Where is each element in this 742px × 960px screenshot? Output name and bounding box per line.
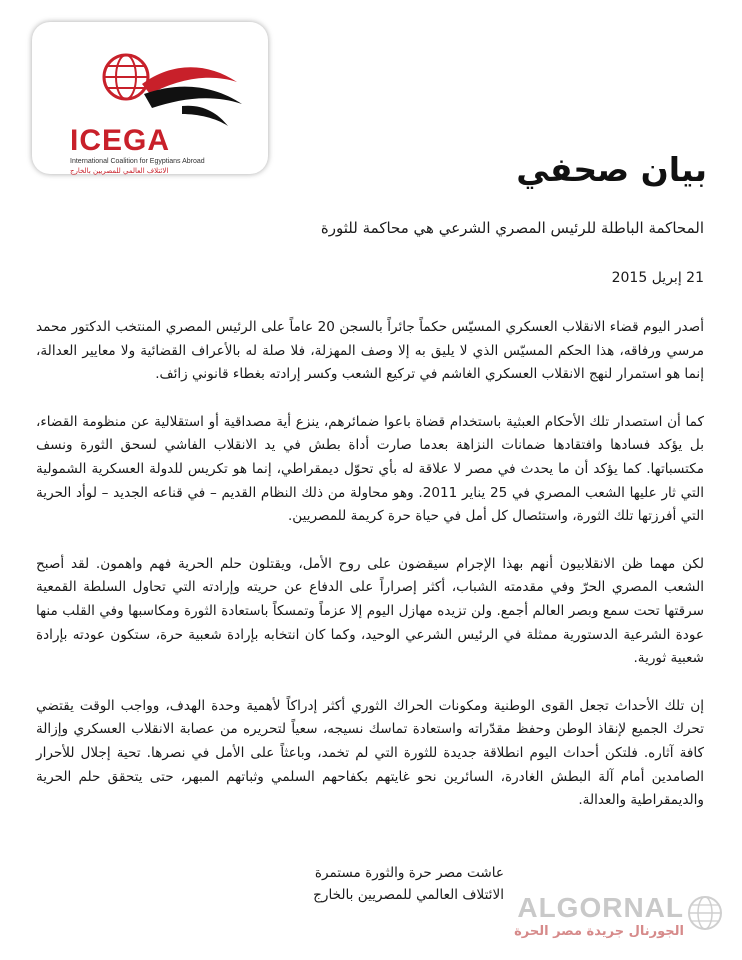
logo-subtitle-en: International Coalition for Egyptians Abroad	[70, 158, 205, 165]
paragraph: أصدر اليوم قضاء الانقلاب العسكري المسيّس حكماً جائراً بالسجن 20 عاماً على الرئيس المصري المنتخب الدكتور محمد مرسي ورفاقه، هذا الحكم المسيّس الذي لا يليق به إلا وصف المهزلة، فلا صلة له بالأعراف القضائية ولا معايير العدالة، إنما هو استمرار لنهج الانقلاب العسكري الغاشم في تركيع الشعب وكسر إرادته بغطاء قانوني زائف.	[36, 319, 704, 383]
closing-block	[313, 862, 504, 906]
paragraph: كما أن استصدار تلك الأحكام العبثية باستخدام قضاة باعوا ضمائرهم، ينزع أية مصداقية أو استقلالية عن منظومة القضاء، بل يؤكد فسادها وافتقادها ضمانات النزاهة بعدما صارت أداة بطش في يد الانقلاب الفاشي لسحق الثورة ونسف مكتسباتها. كما يؤكد أن ما يحدث في مصر لا علاقة له بأي تحوّل ديمقراطي، إنما هو تكريس للدولة العسكرية الشمولية التي ثار عليها الشعب المصري في 25 يناير 2011. وهو محاولة من ذلك النظام القديم – في قناعه الجديد – لوأد الحرية التي أفرزتها تلك الثورة، واستئصال كل أمل في حياة حرة كريمة للمصريين.	[36, 413, 704, 525]
document-subtitle: المحاكمة الباطلة للرئيس المصري الشرعي هي محاكمة للثورة	[320, 219, 704, 237]
watermark-arabic: الجورنال جريدة مصر الحرة	[514, 924, 684, 939]
page-title: بيان صحفي	[516, 150, 707, 189]
logo-wordmark: ICEGA	[70, 124, 171, 157]
signature: الائتلاف العالمي للمصريين بالخارج	[313, 887, 504, 903]
algornal-watermark	[504, 892, 724, 954]
closing-line: عاشت مصر حرة والثورة مستمرة	[314, 865, 504, 881]
paragraph: لكن مهما ظن الانقلابيون أنهم بهذا الإجرام سيقضون على روح الأمل، ويقتلون حلم الحرية فهم واهمون. لقد أصبح الشعب المصري الحرّ وفي مقدمته الشباب، أكثر إصراراً على الدفاع عن حريته وإرادته التي تحاول السلطة القمعية سرقتها تحت سمع وبصر العالم أجمع. ولن تزيده مهازل اليوم إلا عزماً وتمسكاً باستعادة الثورة ومكاسبها وفي القلب منها عودة الشرعية الدستورية ممثلة في الرئيس الشرعي الوحيد، وكما كان انتخابه بإرادة شعبية حرة، ستكون عودته بإرادة شعبية ثورية.	[36, 555, 704, 667]
logo-subtitle-ar: الائتلاف العالمي للمصريين بالخارج	[70, 167, 169, 175]
statement-body	[36, 316, 704, 837]
paragraph: إن تلك الأحداث تجعل القوى الوطنية ومكونات الحراك الثوري أكثر إدراكاً لأهمية وحدة الهدف، وواجب الوقت يقتضي تحرك الجميع لإنقاذ الوطن وحفظ مقدّراته واستعادة تماسك نسيجه، سعياً لتحريره من عصابة الانقلاب العسكري وإزالة كافة آثاره. فلتكن أحداث اليوم انطلاقة جديدة للثورة التي لم تخمد، وباعثاً على الأمل في نصرها. تحية إجلال للأحرار الصامدين أمام آلة البطش الغادرة، السائرين نحو غايتهم بكفاحهم السلمي وثباتهم المبهر، حتى يتحقق حلم الحرية والديمقراطية والعدالة.	[36, 697, 704, 809]
icega-logo	[32, 22, 268, 174]
globe-icon	[686, 894, 724, 932]
document-date: 21 إبريل 2015	[611, 270, 704, 286]
watermark-latin: ALGORNAL	[517, 892, 684, 923]
